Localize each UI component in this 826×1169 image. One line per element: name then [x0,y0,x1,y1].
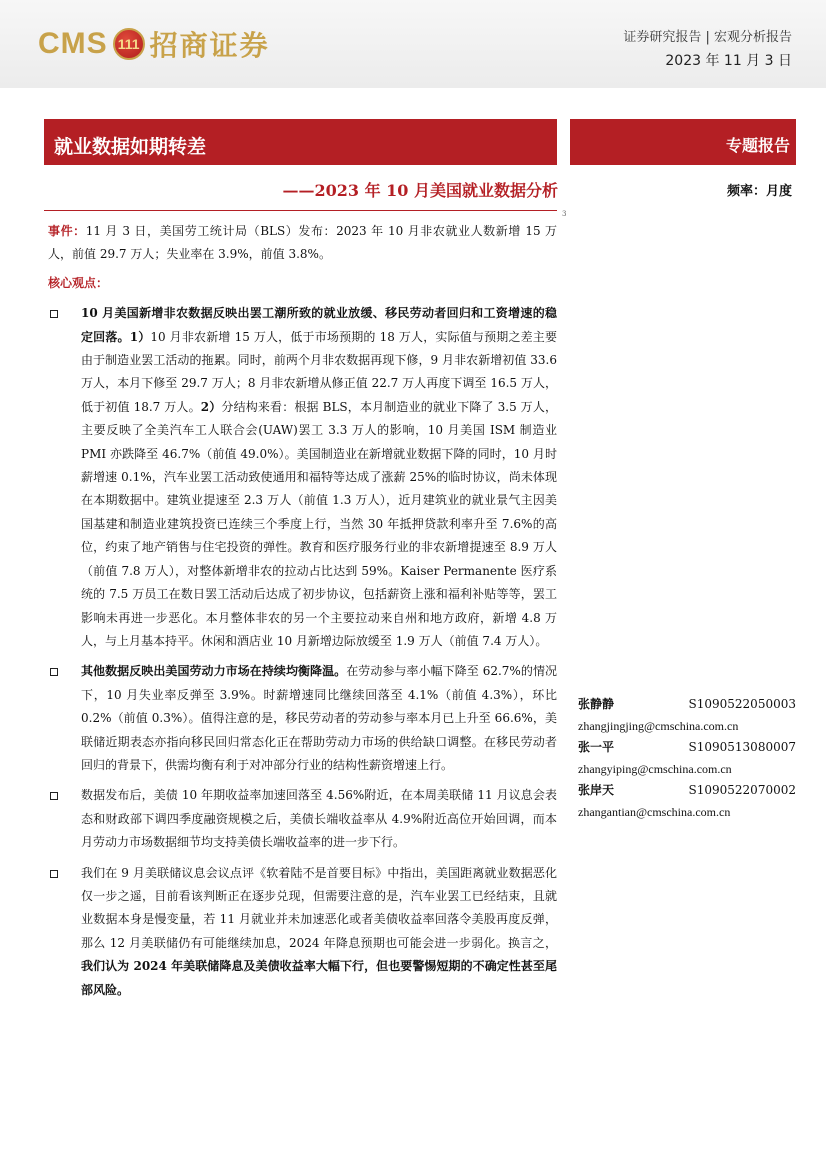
checkbox-bullet-icon [50,870,58,878]
analyst-entry [578,694,796,737]
analyst-name: 张静静 [578,697,615,711]
logo-latin: CMS [38,27,108,60]
title-divider [44,210,557,211]
bullet-text: 10 月非农新增 15 万人，低于市场预期的 18 万人，实际值与预期之差主要由于制造业罢工活动的拖累。同时，前两个月非农数据再现下修，9 月非农新增初值 33.6 万人，本月下修至 29.7 万人；8 月非农新增从修正值 22.7 万人再度下调至 16.5 万人，低于初值 18.7 万人。 [81,329,557,414]
analyst-list [578,694,796,823]
bullet-heading: 其他数据反映出美国劳动力市场在持续均衡降温。 [81,664,347,679]
analyst-name: 张岸天 [578,783,615,797]
bullet-text: 数据发布后，美债 10 年期收益率加速回落至 4.56%附近，在本周美联储 11 月议息会表态和财政部下调四季度融资规模之后，美债长端收益率从 4.9%附近高位开始回调，而本月劳动力市场数据细节均支持美债长端收益率的进一步下行。 [81,788,557,850]
analyst-email[interactable]: zhangantian@cmschina.com.cn [578,804,731,819]
event-text: 11 月 3 日，美国劳工统计局（BLS）发布：2023 年 10 月非农就业人数新增 15 万人，前值 29.7 万人；失业率在 3.9%，前值 3.8%。 [48,224,557,262]
corner-mark: 3 [562,210,567,218]
bullet-text: 在劳动参与率小幅下降至 62.7%的情况下，10 月失业率反弹至 3.9%。时薪增速同比继续回落至 4.1%（前值 4.3%），环比 0.2%（前值 0.3%）。值得注意的是，移民劳动者的劳动参与率本月已上升至 66.6%，美联储近期表态亦指向移民回归常态化正在帮助劳动力市场的供给缺口调整。在移民劳动者回归的背景下，供需均衡有利于对冲部分行业的结构性薪资增速上行。 [81,664,558,772]
bullet-item [48,862,557,1002]
checkbox-bullet-icon [50,792,58,800]
logo-emblem-icon: 111 [113,28,145,60]
event-label: 事件： [48,224,86,238]
cms-logo [38,24,270,64]
bullet-conclusion: 我们认为 2024 年美联储降息及美债收益率大幅下行，但也要警惕短期的不确定性甚至尾部风险。 [81,959,557,997]
bullet-item [48,302,557,653]
bullet-item [48,784,557,854]
report-frequency: 频率：月度 [726,184,792,199]
analyst-entry [578,780,796,823]
core-views-label: 核心观点： [48,275,109,290]
checkbox-bullet-icon [50,668,58,676]
page-header [0,0,826,88]
bullet-item [48,660,557,777]
main-content [48,220,557,1002]
bullet-heading: 10 月美国新增非农数据反映出罢工潮所致的就业放缓、移民劳动者回归和工资增速的稳定回落。1） [81,306,557,344]
analyst-id: S1090522050003 [688,697,796,711]
report-type: 证券研究报告 | 宏观分析报告 [623,30,792,45]
report-date: 2023 年 11 月 3 日 [665,53,792,69]
analyst-entry [578,737,796,780]
event-paragraph [48,220,557,267]
analyst-email[interactable]: zhangjingjing@cmschina.com.cn [578,718,739,733]
analyst-email[interactable]: zhangyiping@cmschina.com.cn [578,761,732,776]
analyst-id: S1090513080007 [688,740,796,754]
report-tag: 专题报告 [570,119,796,165]
checkbox-bullet-icon [50,310,58,318]
analyst-id: S1090522070002 [688,783,796,797]
logo-chinese: 招商证券 [149,29,270,62]
bullet-subheading: 2） [200,399,222,414]
bullet-text: 分结构来看：根据 BLS，本月制造业的就业下降了 3.5 万人，主要反映了全美汽车工人联合会(UAW)罢工 3.3 万人的影响，10 月美国 ISM 制造业 PMI 亦跌降至 46.7%（前值 49.0%）。美国制造业在新增就业数据下降的同时，10 月时薪增速 0.1%，汽车业罢工活动致使通用和福特等达成了涨薪 25%的临时协议，尚未体现在本期数据中。建筑业提速至 2.3 万人（前值 1.3 万人），近月建筑业的就业景气主因美国基建和制造业建筑投资已连续三个季度上行，当然 30 年抵押贷款利率升至 7.6%的高位，约束了地产销售与住宅投资的弹性。教育和医疗服务行业的非农新增提速至 8.9 万人（前值 7.8 万人），对整体新增非农的拉动占比达到 59%。Kaiser Permanente 医疗系统的 7.5 万员工在数日罢工活动后达成了初步协议，包括薪资上涨和福利补贴等等，罢工影响未再进一步恶化。本月整体非农的另一个主要拉动来自州和地方政府，新增 4.8 万人，与上月基本持平。休闲和酒店业 10 月新增边际放缓至 1.9 万人（前值 7.4 万人）。 [81,399,557,648]
report-title: 就业数据如期转差 [44,119,557,165]
report-subtitle: ——2023 年 10 月美国就业数据分析 [282,181,558,200]
bullet-text: 我们在 9 月美联储议息会议点评《软着陆不是首要目标》中指出，美国距离就业数据恶化仅一步之遥，目前看该判断正在逐步兑现，但需要注意的是，汽车业罢工已经结束，且就业数据本身是慢变量，若 11 月就业并未加速恶化或者美债收益率回落令美股再度反弹，那么 12 月美联储仍有可能继续加息，2024 年降息预期也可能会进一步弱化。换言之， [81,865,557,950]
analyst-name: 张一平 [578,740,615,754]
